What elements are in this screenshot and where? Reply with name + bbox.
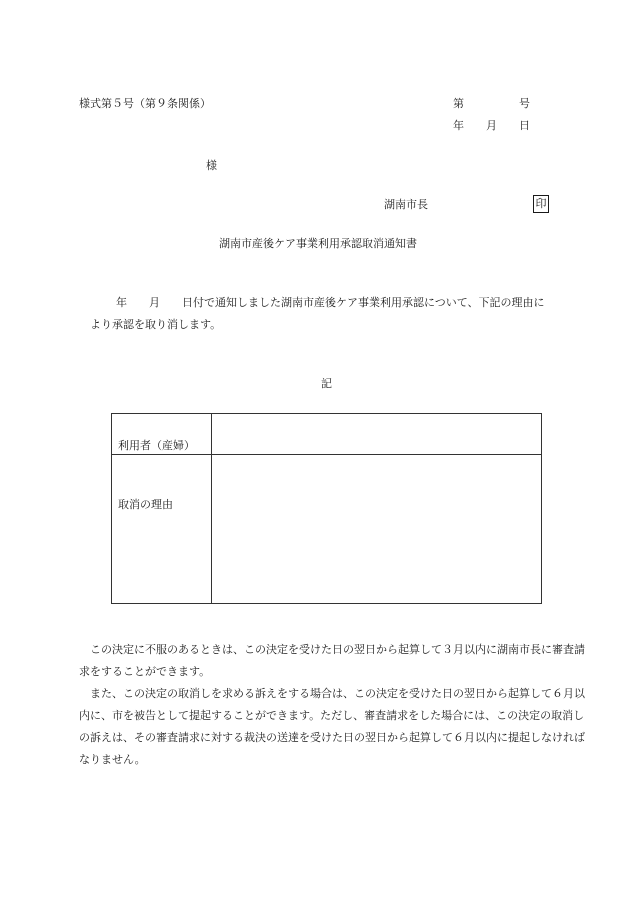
user-value-cell: [212, 414, 542, 455]
table-label-cell: [112, 455, 212, 604]
body-line-1: 年 月 日付で通知しました湖南市産後ケア事業利用承認について、下記の理由に: [116, 296, 545, 309]
form-number: 様式第５号（第９条関係）: [79, 97, 211, 110]
seal-stamp: 印: [533, 195, 549, 213]
body-line-2: より承認を取り消します。: [90, 318, 222, 331]
document-title: 湖南市産後ケア事業利用承認取消通知書: [219, 237, 417, 250]
appeal-notice: この決定に不服のあるときは、この決定を受けた日の翌日から起算して３月以内に湖南市長に審査請求をすることができます。: [79, 643, 585, 678]
table-row: [112, 455, 542, 604]
table-label-cell: [112, 414, 212, 455]
document-number: 第 号: [453, 97, 530, 110]
addressee-honorific: 様: [206, 159, 217, 172]
cancellation-detail-table: [111, 413, 542, 604]
reason-label: 取消の理由: [118, 498, 173, 511]
reason-value-cell: [212, 455, 542, 604]
lawsuit-notice: また、この決定の取消しを求める訴えをする場合は、この決定を受けた日の翌日から起算して６月以内に、市を被告として提起することができます。ただし、審査請求をした場合には、この決定の取消しの訴えは、その審査請求に対する裁決の送達を受けた日の翌日から起算して６月以内に提起しなければなりません。: [79, 687, 585, 766]
sender-title: 湖南市長: [384, 198, 428, 211]
ki-heading: 記: [321, 377, 332, 390]
user-label: 利用者（産婦）: [118, 439, 195, 452]
issue-date: 年 月 日: [453, 119, 530, 132]
table-row: [112, 414, 542, 455]
